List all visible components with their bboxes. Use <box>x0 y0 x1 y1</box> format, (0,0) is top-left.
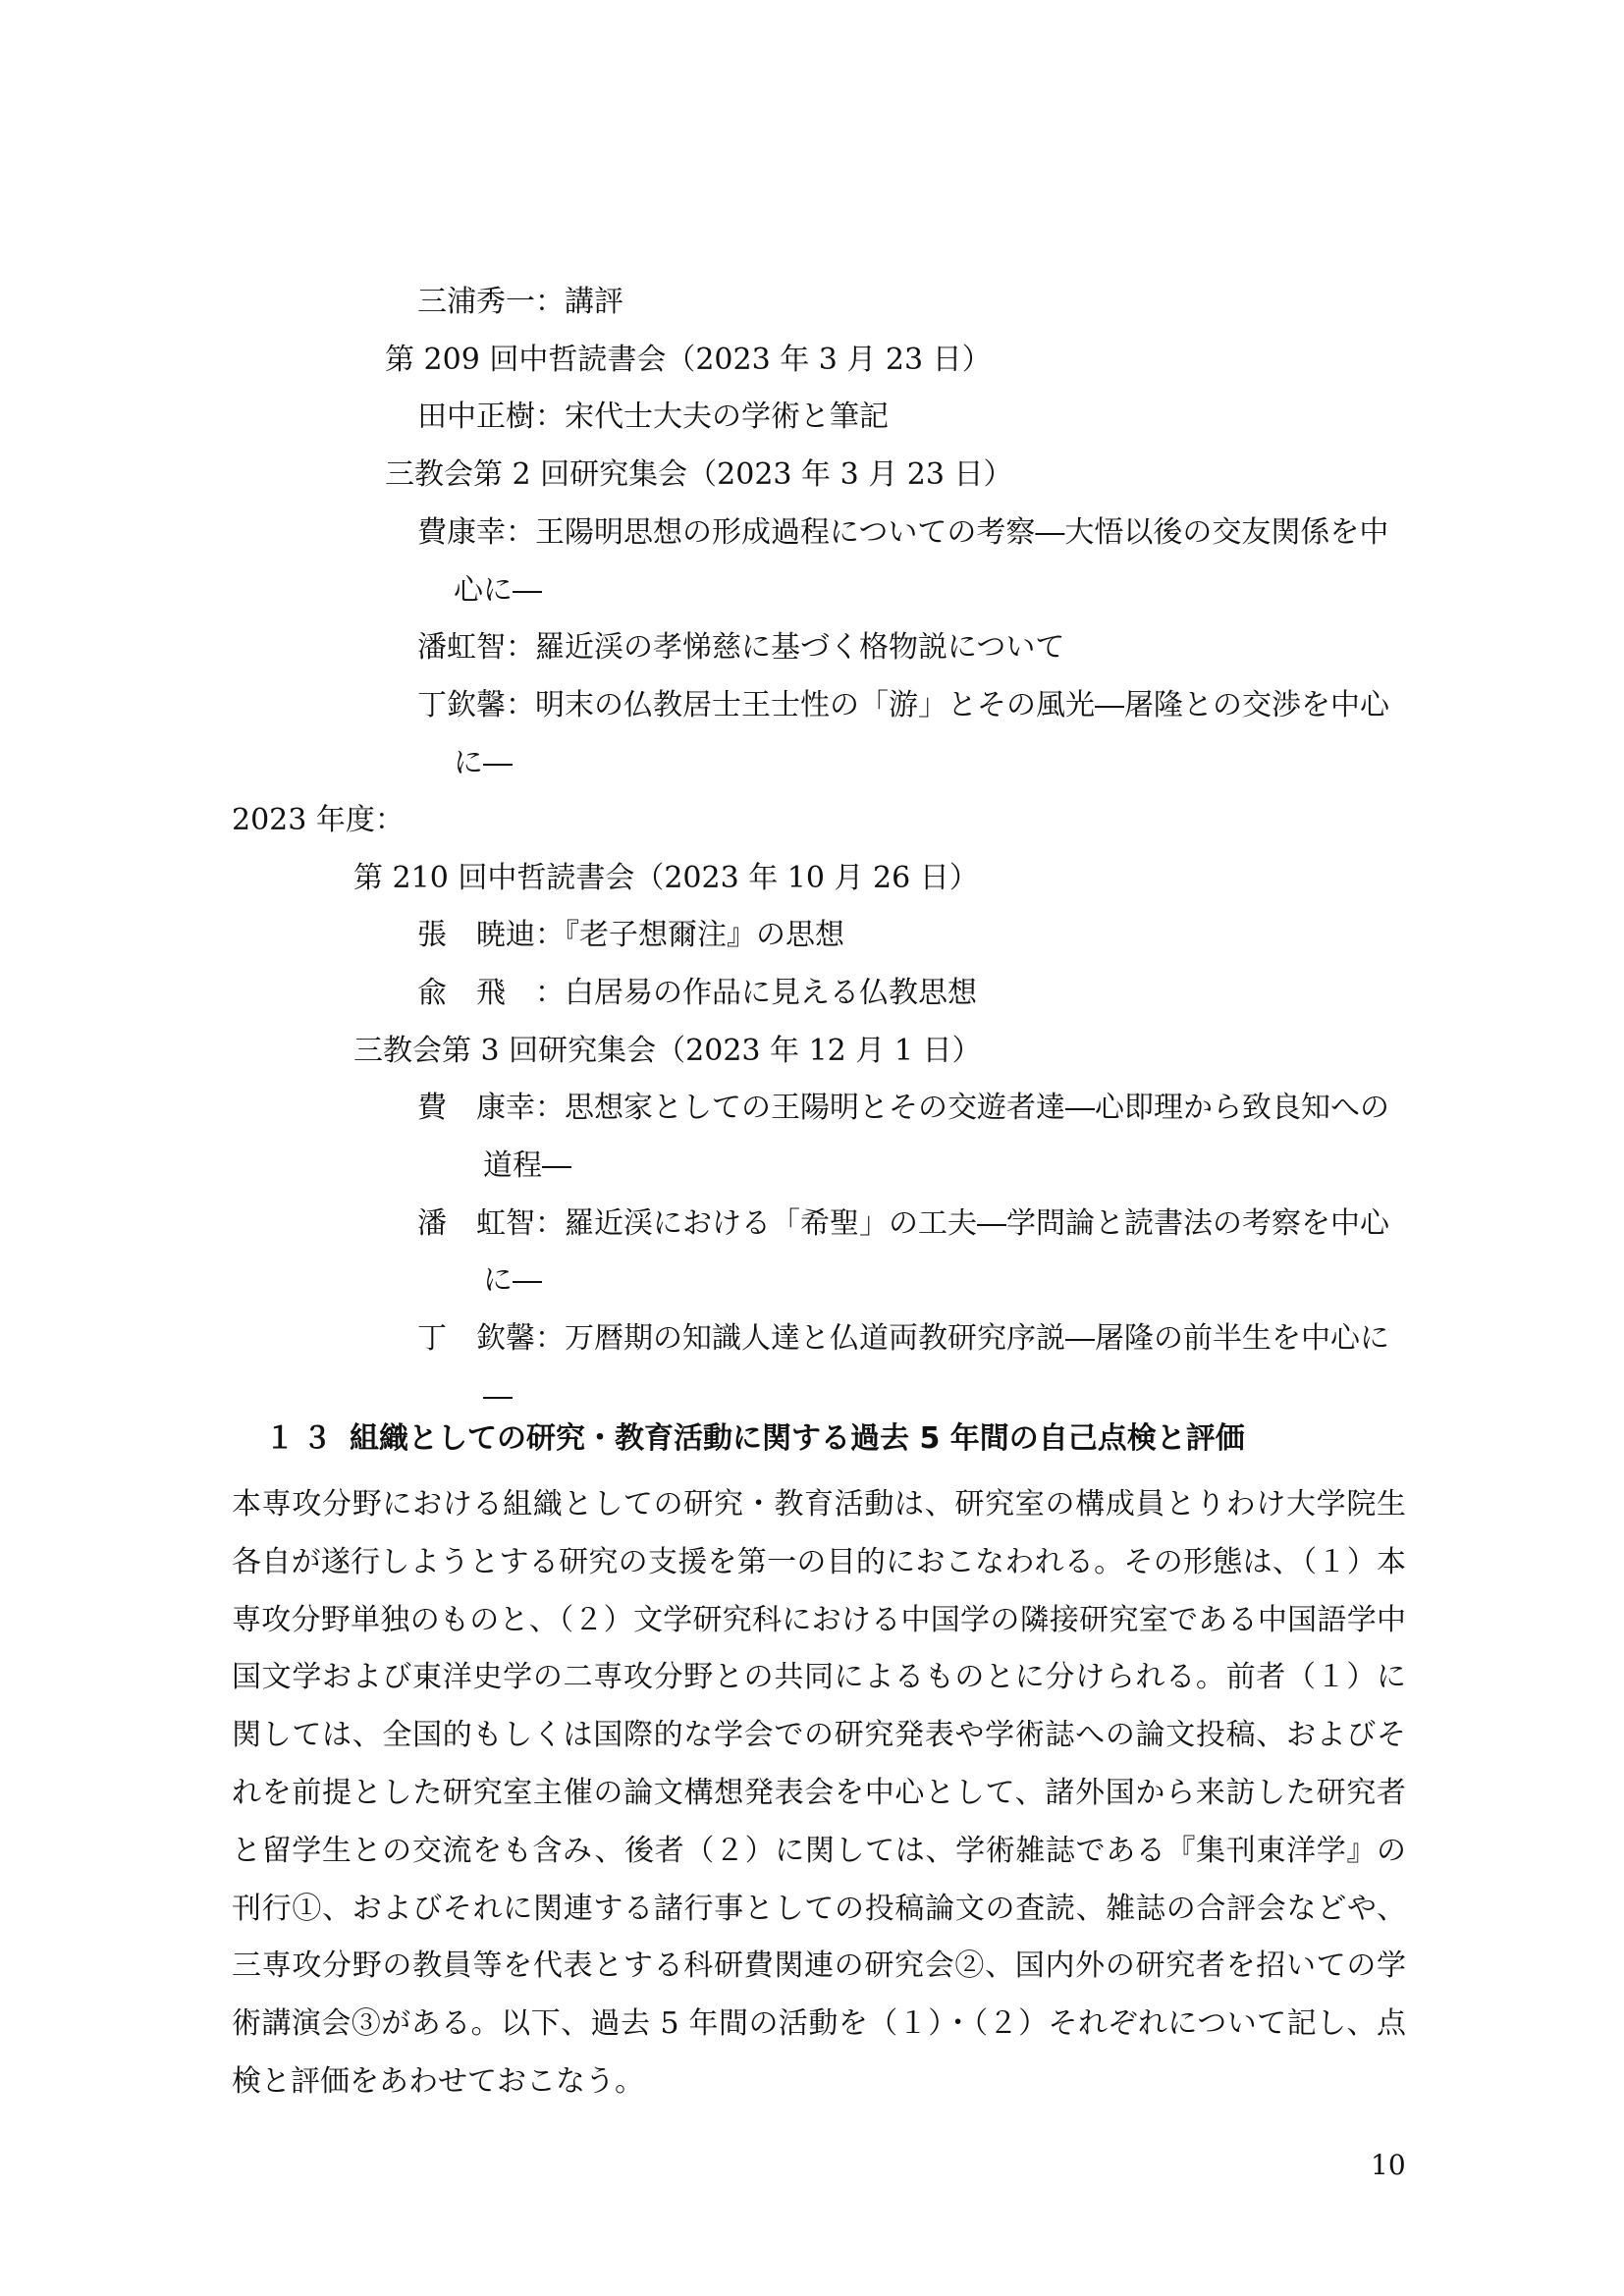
session-line: 潘虹智：羅近渓の孝悌慈に基づく格物説について <box>417 630 1065 665</box>
session-line: に― <box>454 746 513 780</box>
page-number: 10 <box>1371 2149 1406 2181</box>
session-line: 費康幸：王陽明思想の形成過程についての考察―大悟以後の交友関係を中 <box>417 515 1389 550</box>
body-paragraph: 本専攻分野における組織としての研究・教育活動は、研究室の構成員とりわけ大学院生各自が遂行しようとする研究の支援を第一の目的におこなわれる。その形態は、（１）本専攻分野単独のものと、（２）文学研究科における中国学の隣接研究室である中国語学中国文学および東洋史学の二専攻分野との共同によるものとに分けられる。前者（１）に関しては、全国的もしくは国際的な学会での研究発表や学術誌への論文投稿、およびそれを前提とした研究室主催の論文構想発表会を中心として、諸外国から来訪した研究者と留学生との交流をも含み、後者（２）に関しては、学術雑誌である『集刊東洋学』の刊行①、およびそれに関連する諸行事としての投稿論文の査読、雑誌の合評会などや、三専攻分野の教員等を代表とする科研費関連の研究会②、国内外の研究者を招いての学術講演会③がある。以下、過去 5 年間の活動を（１）・（２）それぞれについて記し、点検と評価をあわせておこなう。 <box>232 1487 1406 2099</box>
session-line: 第 209 回中哲読書会（2023 年 3 月 23 日） <box>385 343 992 377</box>
session-line: 費 康幸：思想家としての王陽明とその交遊者達―心即理から致良知への <box>417 1091 1389 1125</box>
session-line: 丁 欽馨：万暦期の知識人達と仏道両教研究序説―屠隆の前半生を中心に <box>417 1321 1389 1356</box>
session-line: 張 暁迪：『老子想爾注』の思想 <box>417 918 844 952</box>
session-line: 道程― <box>483 1148 571 1183</box>
section-body <box>232 1476 1406 2111</box>
session-line: に― <box>483 1263 542 1298</box>
session-line: 三教会第 2 回研究集会（2023 年 3 月 23 日） <box>385 457 1013 492</box>
session-line: 潘 虹智：羅近渓における「希聖」の工夫―学問論と読書法の考察を中心 <box>417 1206 1389 1241</box>
session-line: ― <box>483 1379 513 1414</box>
session-line: 第 210 回中哲読書会（2023 年 10 月 26 日） <box>353 861 979 895</box>
session-line: 心に― <box>454 573 542 608</box>
session-line: 三浦秀一：講評 <box>417 285 623 319</box>
session-line: 丁欽馨：明末の仏教居士王士性の「游」とその風光―屠隆との交渉を中心 <box>417 688 1389 722</box>
session-line: 田中正樹：宋代士大夫の学術と筆記 <box>417 400 889 434</box>
section-number: １３ <box>265 1421 340 1456</box>
section-title: 組織としての研究・教育活動に関する過去 5 年間の自己点検と評価 <box>350 1421 1245 1456</box>
session-line: 2023 年度： <box>232 803 405 837</box>
section-heading <box>265 1417 1245 1461</box>
session-line: 三教会第 3 回研究集会（2023 年 12 月 1 日） <box>353 1034 982 1068</box>
session-line: 兪 飛 ：白居易の作品に見える仏教思想 <box>417 976 977 1010</box>
